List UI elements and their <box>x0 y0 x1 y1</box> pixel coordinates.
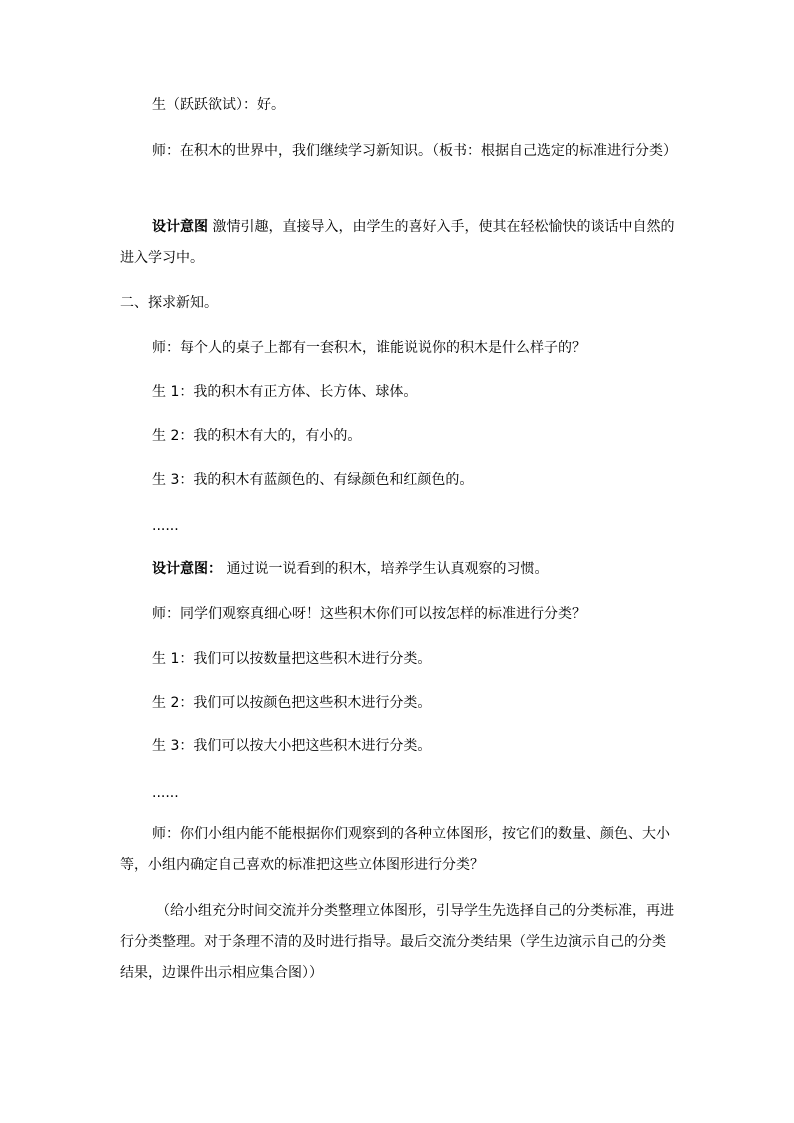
paragraph-student-reply <box>120 90 678 121</box>
design-intent-label: 设计意图： <box>152 561 222 577</box>
paragraph-text: 生 2：我们可以按颜色把这些积木进行分类。 <box>152 695 432 711</box>
paragraph-teacher-intro <box>120 136 678 167</box>
paragraph-text: 师：每个人的桌子上都有一套积木，谁能说说你的积木是什么样子的？ <box>152 340 586 356</box>
paragraph-student-2a <box>120 421 678 452</box>
design-intent-text: 通过说一说看到的积木，培养学生认真观察的习惯。 <box>226 561 549 577</box>
section-heading-text: 二、探求新知。 <box>120 295 218 311</box>
paragraph-text: 生 3：我们可以按大小把这些积木进行分类。 <box>152 738 432 754</box>
paragraph-student-2b <box>120 688 678 719</box>
paragraph-teacher-question-1 <box>120 333 678 364</box>
paragraph-teacher-question-2 <box>120 599 678 630</box>
ellipsis-1 <box>120 511 678 542</box>
paragraph-design-intent-2 <box>120 554 678 585</box>
ellipsis-2 <box>120 778 678 809</box>
paragraph-text: 生 1：我的积木有正方体、长方体、球体。 <box>152 384 418 400</box>
paragraph-text: 师：在积木的世界中，我们继续学习新知识。（板书：根据自己选定的标准进行分类） <box>152 143 677 159</box>
paragraph-text: 生（跃跃欲试）：好。 <box>152 97 285 113</box>
ellipsis-text: ...... <box>152 785 179 801</box>
paragraph-activity-note <box>120 896 678 989</box>
paragraph-student-1a <box>120 377 678 408</box>
paragraph-text: 师：你们小组内能不能根据你们观察到的各种立体图形，按它们的数量、颜色、大小等，小组内确定自己喜欢的标准把这些立体图形进行分类？ <box>120 826 670 873</box>
paragraph-text: 师：同学们观察真细心呀！这些积木你们可以按怎样的标准进行分类？ <box>152 606 586 622</box>
paragraph-design-intent-1 <box>120 212 678 274</box>
paragraph-text: 生 3：我的积木有蓝颜色的、有绿颜色和红颜色的。 <box>152 472 474 488</box>
paragraph-text: （给小组充分时间交流并分类整理立体图形，引导学生先选择自己的分类标准，再进行分类整理。对于条理不清的及时进行指导。最后交流分类结果（学生边演示自己的分类结果，边课件出示相应集合图）） <box>120 903 674 981</box>
paragraph-teacher-question-3 <box>120 819 678 881</box>
paragraph-student-3b <box>120 731 678 762</box>
section-heading <box>120 288 678 319</box>
paragraph-text: 生 2：我的积木有大的，有小的。 <box>152 428 362 444</box>
paragraph-student-1b <box>120 644 678 675</box>
design-intent-text: 激情引趣，直接导入，由学生的喜好入手，使其在轻松愉快的谈话中自然的进入学习中。 <box>120 219 675 266</box>
design-intent-label: 设计意图 <box>152 219 208 235</box>
paragraph-text: 生 1：我们可以按数量把这些积木进行分类。 <box>152 651 432 667</box>
paragraph-student-3a <box>120 465 678 496</box>
ellipsis-text: ...... <box>152 518 179 534</box>
